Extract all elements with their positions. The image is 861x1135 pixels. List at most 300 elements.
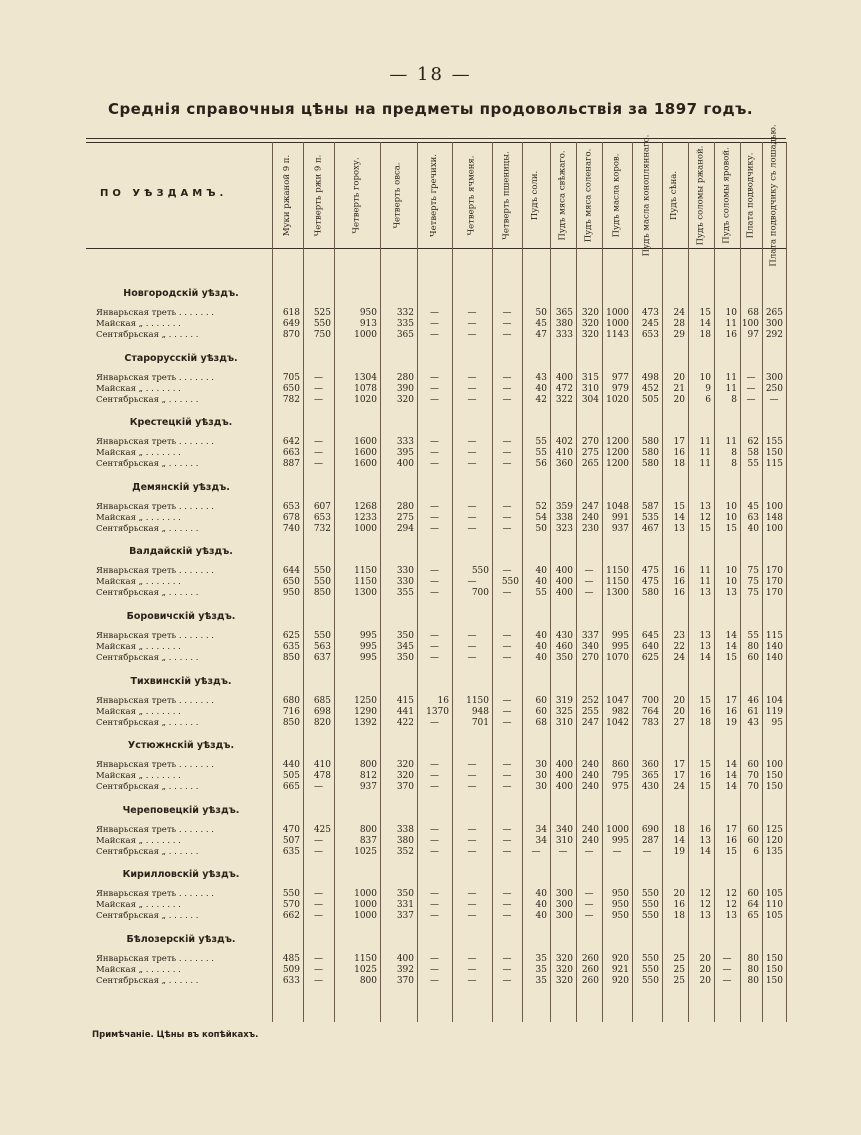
table-cell: — [467, 512, 477, 523]
table-cell: 331 [396, 900, 414, 911]
table-cell: 55 [535, 448, 547, 459]
table-cell: — [430, 523, 439, 534]
table-cell: — [502, 824, 512, 835]
table-cell: — [314, 437, 323, 448]
table-cell: 10 [725, 501, 737, 512]
table-cell: 1025 [354, 846, 377, 857]
column-header-label: Четверть пшеницы. [501, 150, 512, 240]
table-cell: 913 [359, 319, 377, 329]
table-cell: — [467, 824, 477, 835]
table-cell: 322 [555, 394, 573, 405]
table-cell: 320 [555, 965, 573, 975]
table-cell: 1000 [354, 330, 377, 340]
table-cell: — [430, 900, 439, 911]
row-label: Январьская треть . . . . . . . [96, 889, 214, 900]
table-cell: 15 [725, 523, 737, 534]
table-cell: 1020 [354, 394, 377, 405]
table-cell: 475 [641, 566, 659, 577]
table-cell: 320 [396, 760, 414, 771]
table-cell: 1150 [354, 954, 377, 964]
table-cell: 16 [699, 706, 711, 717]
table-cell: — [467, 459, 477, 470]
table-cell: 800 [359, 760, 377, 771]
table-cell: — [584, 577, 594, 588]
table-cell: 20 [673, 372, 685, 383]
table-cell: 280 [396, 501, 414, 512]
page-number: — 18 — [389, 64, 472, 85]
table-cell: 402 [555, 437, 573, 448]
table-cell: 40 [535, 889, 547, 900]
table-cell: 35 [535, 976, 547, 986]
table-cell: 319 [555, 695, 573, 706]
table-cell: 310 [581, 383, 599, 394]
table-cell: 252 [581, 695, 599, 706]
table-cell: 18 [673, 824, 685, 835]
table-cell: 340 [555, 824, 573, 835]
table-cell: — [502, 954, 512, 964]
table-cell: — [467, 523, 477, 534]
table-cell: 56 [535, 459, 547, 470]
column-header [380, 142, 417, 248]
table-cell: 55 [535, 437, 547, 448]
table-cell: 310 [555, 717, 573, 728]
table-cell: 509 [282, 965, 300, 975]
column-header [762, 123, 786, 267]
table-cell: 663 [282, 448, 300, 459]
table-cell: — [467, 653, 477, 663]
table-cell: 13 [673, 523, 685, 534]
table-cell: 45 [535, 319, 547, 329]
table-cell: 50 [535, 308, 547, 318]
table-cell: 1000 [606, 319, 629, 329]
table-cell: — [467, 330, 477, 340]
table-cell: 35 [535, 965, 547, 975]
table-cell: — [467, 900, 477, 911]
table-cell: 653 [282, 501, 300, 512]
table-cell: 795 [611, 771, 629, 782]
table-cell: 292 [765, 330, 783, 340]
table-cell: — [558, 846, 568, 857]
table-cell: 550 [501, 577, 519, 588]
table-cell: 17 [673, 760, 685, 771]
table-cell: 70 [747, 771, 759, 782]
table-cell: 653 [313, 512, 331, 523]
table-cell: 55 [747, 631, 759, 641]
table-cell: 320 [581, 330, 599, 340]
table-cell: 16 [673, 448, 685, 459]
table-cell: — [722, 976, 732, 986]
table-cell: 68 [747, 308, 759, 318]
table-cell: 975 [611, 782, 629, 793]
table-cell: 320 [396, 771, 414, 782]
table-cell: 13 [699, 835, 711, 846]
table-cell: — [467, 976, 477, 986]
table-cell: 140 [765, 653, 783, 663]
table-cell: 10 [725, 577, 737, 588]
table-cell: 16 [699, 771, 711, 782]
table-cell: 662 [282, 911, 300, 922]
table-cell: 400 [396, 954, 414, 964]
table-cell: 23 [673, 631, 685, 641]
table-cell: 16 [673, 566, 685, 577]
table-cell: 505 [282, 771, 300, 782]
table-cell: 850 [313, 588, 331, 599]
table-cell: 625 [282, 631, 300, 641]
table-cell: — [314, 394, 323, 405]
row-label: Майская „ . . . . . . . [96, 577, 181, 588]
table-cell: 14 [725, 631, 737, 641]
table-cell: 140 [765, 642, 783, 652]
table-cell: — [502, 976, 512, 986]
table-cell: 370 [396, 976, 414, 986]
table-cell: 45 [747, 501, 759, 512]
table-cell: 395 [396, 448, 414, 459]
table-cell: 240 [581, 512, 599, 523]
table-cell: 700 [471, 588, 489, 599]
table-cell: 20 [673, 695, 685, 706]
table-cell: 135 [765, 846, 783, 857]
table-cell: 422 [396, 717, 414, 728]
table-cell: 921 [611, 965, 629, 975]
table-cell: 63 [747, 512, 759, 523]
district-title: Тихвинскій уѣздъ. [130, 675, 232, 687]
table-cell: — [502, 330, 512, 340]
table-cell: 800 [359, 976, 377, 986]
table-cell: — [502, 771, 512, 782]
table-cell: 580 [641, 437, 659, 448]
table-cell: — [612, 846, 622, 857]
table-cell: 400 [555, 782, 573, 793]
table-cell: 1600 [354, 459, 377, 470]
table-cell: 415 [396, 695, 414, 706]
table-cell: 995 [611, 631, 629, 641]
district-title: Демянскій уѣздъ. [132, 481, 230, 493]
table-cell: 265 [765, 308, 783, 318]
table-cell: 570 [282, 900, 300, 911]
table-cell: 16 [699, 824, 711, 835]
table-cell: 15 [725, 846, 737, 857]
table-cell: 475 [641, 577, 659, 588]
column-header-label: Четверть ржи 9 п. [313, 154, 324, 236]
table-cell: 40 [535, 900, 547, 911]
table-cell: 11 [699, 448, 711, 459]
table-cell: — [502, 653, 512, 663]
table-cell: 1000 [354, 911, 377, 922]
table-cell: 17 [725, 824, 737, 835]
table-cell: 42 [535, 394, 547, 405]
table-cell: 705 [282, 372, 300, 383]
table-cell: — [502, 319, 512, 329]
table-cell: 27 [673, 717, 685, 728]
table-cell: 240 [581, 824, 599, 835]
table-cell: 22 [673, 642, 685, 652]
table-cell: 1300 [606, 588, 629, 599]
table-cell: 16 [725, 706, 737, 717]
table-cell: 392 [396, 965, 414, 975]
row-label: Майская „ . . . . . . . [96, 965, 181, 975]
table-cell: — [430, 512, 439, 523]
table-cell: 20 [673, 889, 685, 900]
table-cell: 104 [765, 695, 783, 706]
table-cell: 18 [673, 459, 685, 470]
table-cell: 40 [535, 911, 547, 922]
row-label: Январьская треть . . . . . . . [96, 501, 214, 512]
table-cell: 60 [747, 760, 759, 771]
table-cell: 16 [673, 588, 685, 599]
table-cell: 16 [673, 900, 685, 911]
table-cell: 678 [282, 512, 300, 523]
table-cell: — [314, 900, 323, 911]
table-cell: 8 [731, 459, 737, 470]
table-cell: 644 [282, 566, 300, 577]
table-cell: — [502, 566, 512, 577]
table-cell: 100 [741, 319, 759, 329]
table-cell: 80 [747, 642, 759, 652]
table-cell: 430 [555, 631, 573, 641]
table-cell: 485 [282, 954, 300, 964]
table-cell: 452 [641, 383, 659, 394]
table-cell: 550 [313, 631, 331, 641]
table-cell: 550 [313, 577, 331, 588]
table-cell: — [502, 695, 512, 706]
table-cell: — [430, 889, 439, 900]
table-cell: 550 [641, 965, 659, 975]
table-cell: 1250 [354, 695, 377, 706]
table-cell: 1150 [466, 695, 489, 706]
table-cell: 40 [535, 577, 547, 588]
table-cell: 43 [535, 372, 547, 383]
table-cell: 100 [765, 523, 783, 534]
table-cell: 15 [699, 695, 711, 706]
table-cell: 690 [641, 824, 659, 835]
table-cell: — [467, 372, 477, 383]
table-cell: 12 [725, 889, 737, 900]
table-cell: 46 [747, 695, 759, 706]
district-title: Новгородскій уѣздъ. [123, 288, 239, 299]
table-cell: 425 [313, 824, 331, 835]
table-cell: 54 [535, 512, 547, 523]
table-cell: 95 [771, 717, 783, 728]
table-cell: 950 [611, 911, 629, 922]
table-cell: 400 [555, 577, 573, 588]
column-header [740, 142, 762, 248]
column-header [576, 142, 602, 248]
table-cell: 1150 [354, 577, 377, 588]
table-cell: 64 [747, 900, 759, 911]
table-cell: 75 [747, 588, 759, 599]
table-cell: 300 [555, 911, 573, 922]
table-cell: 61 [747, 706, 759, 717]
row-label: Сентябрьская „ . . . . . . [96, 459, 199, 470]
table-cell: 11 [725, 372, 737, 383]
row-label: Майская „ . . . . . . . [96, 319, 181, 329]
row-label: Майская „ . . . . . . . [96, 383, 181, 394]
district-title: Боровичскій уѣздъ. [126, 611, 236, 622]
table-cell: 65 [747, 911, 759, 922]
table-cell: 300 [555, 889, 573, 900]
table-cell: 950 [611, 900, 629, 911]
table-cell: 250 [765, 383, 783, 394]
table-cell: 332 [396, 308, 414, 318]
table-cell: 300 [765, 372, 783, 383]
table-cell: 1200 [606, 448, 629, 459]
table-cell: 950 [611, 889, 629, 900]
table-cell: 920 [611, 976, 629, 986]
table-cell: 320 [555, 976, 573, 986]
table-cell: 17 [673, 437, 685, 448]
table-cell: 150 [765, 965, 783, 975]
table-cell: 338 [555, 512, 573, 523]
table-cell: 340 [581, 642, 599, 652]
table-cell: 11 [725, 437, 737, 448]
table-cell: 15 [699, 308, 711, 318]
table-cell: 255 [581, 706, 599, 717]
table-cell: 8 [731, 448, 737, 459]
table-cell: 887 [282, 459, 300, 470]
table-cell: 75 [747, 566, 759, 577]
table-cell: 650 [282, 383, 300, 394]
table-cell: 400 [555, 588, 573, 599]
table-cell: 764 [641, 706, 659, 717]
table-cell: 400 [396, 459, 414, 470]
table-cell: — [722, 954, 732, 964]
table-cell: 11 [725, 319, 737, 329]
table-cell: 20 [673, 706, 685, 717]
table-cell: — [430, 835, 439, 846]
table-cell: — [467, 782, 477, 793]
table-cell: 310 [555, 835, 573, 846]
table-cell: 115 [765, 459, 783, 470]
table-cell: 52 [535, 501, 547, 512]
table-cell: 1025 [354, 965, 377, 975]
table-cell: — [502, 706, 512, 717]
table-cell: 1290 [354, 706, 377, 717]
table-cell: 1048 [606, 501, 629, 512]
table-cell: 60 [747, 889, 759, 900]
table-cell: 467 [641, 523, 659, 534]
table-cell: 1000 [354, 900, 377, 911]
table-cell: — [502, 835, 512, 846]
table-cell: 642 [282, 437, 300, 448]
table-cell: 294 [396, 523, 414, 534]
table-cell: 1000 [606, 824, 629, 835]
table-cell: 304 [581, 394, 599, 405]
table-cell: — [467, 889, 477, 900]
table-cell: 18 [699, 717, 711, 728]
table-cell: 6 [705, 394, 711, 405]
table-cell: 400 [555, 771, 573, 782]
table-cell: — [430, 846, 439, 857]
table-cell: 977 [611, 372, 629, 383]
table-cell: 550 [471, 566, 489, 577]
table-cell: 1150 [606, 566, 629, 577]
table-cell: 60 [747, 835, 759, 846]
column-header-label: Муки ржаной 9 п. [282, 154, 292, 236]
table-cell: 995 [359, 642, 377, 652]
table-cell: 1233 [354, 512, 377, 523]
table-cell: 80 [747, 965, 759, 975]
table-cell: 837 [359, 835, 377, 846]
table-cell: — [467, 631, 477, 641]
table-cell: 550 [313, 319, 331, 329]
table-cell: 330 [396, 577, 414, 588]
table-cell: 11 [725, 383, 737, 394]
table-cell: 430 [641, 782, 659, 793]
row-label: Январьская треть . . . . . . . [96, 631, 214, 641]
table-cell: 150 [765, 954, 783, 964]
table-cell: 650 [282, 577, 300, 588]
column-header-label: Пудъ мяса соленаго. [583, 148, 594, 242]
table-cell: 333 [396, 437, 414, 448]
table-cell: 47 [535, 330, 547, 340]
table-cell: 740 [282, 523, 300, 534]
table-cell: 460 [555, 642, 573, 652]
table-cell: — [502, 383, 512, 394]
table-cell: 15 [725, 653, 737, 663]
table-cell: 1268 [354, 501, 377, 512]
table-cell: — [314, 965, 323, 975]
table-cell: 870 [282, 330, 300, 340]
table-cell: 1150 [354, 566, 377, 577]
table-cell: 40 [535, 566, 547, 577]
table-cell: — [430, 319, 439, 329]
table-cell: 14 [699, 846, 711, 857]
table-cell: 30 [535, 771, 547, 782]
table-cell: 119 [765, 706, 783, 717]
table-cell: 1392 [354, 717, 377, 728]
table-cell: 16 [725, 835, 737, 846]
table-cell: 240 [581, 760, 599, 771]
table-cell: 625 [641, 653, 659, 663]
table-cell: 410 [313, 760, 331, 771]
table-cell: — [314, 448, 323, 459]
district-title: Валдайскій уѣздъ. [129, 546, 233, 558]
column-header [602, 142, 632, 248]
table-cell: 441 [396, 706, 414, 717]
table-cell: 29 [673, 330, 685, 340]
table-cell: 16 [673, 577, 685, 588]
table-cell: 60 [535, 695, 547, 706]
table-cell: 275 [581, 448, 599, 459]
table-cell: 287 [641, 835, 659, 846]
table-cell: 10 [725, 308, 737, 318]
table-cell: 337 [396, 911, 414, 922]
table-cell: 80 [747, 954, 759, 964]
table-cell: 698 [313, 706, 331, 717]
table-cell: — [502, 846, 512, 857]
table-cell: 20 [673, 394, 685, 405]
table-cell: 680 [282, 695, 300, 706]
table-cell: — [722, 965, 732, 975]
table-cell: 265 [581, 459, 599, 470]
table-cell: — [430, 976, 439, 986]
table-cell: 607 [313, 501, 331, 512]
column-header-label: Пудъ масла конопляннаго. [641, 134, 652, 256]
table-cell: 150 [765, 976, 783, 986]
table-cell: — [467, 383, 477, 394]
table-cell: — [430, 459, 439, 470]
header-po-uezdam: ПО УѢЗДАМЪ. [100, 188, 228, 199]
table-cell: 260 [581, 954, 599, 964]
table-cell: 10 [725, 566, 737, 577]
table-cell: 13 [725, 911, 737, 922]
table-cell: 270 [581, 437, 599, 448]
table-cell: — [314, 383, 323, 394]
table-cell: 40 [535, 631, 547, 641]
table-cell: 1020 [606, 394, 629, 405]
table-cell: — [502, 501, 512, 512]
table-cell: 498 [641, 372, 659, 383]
